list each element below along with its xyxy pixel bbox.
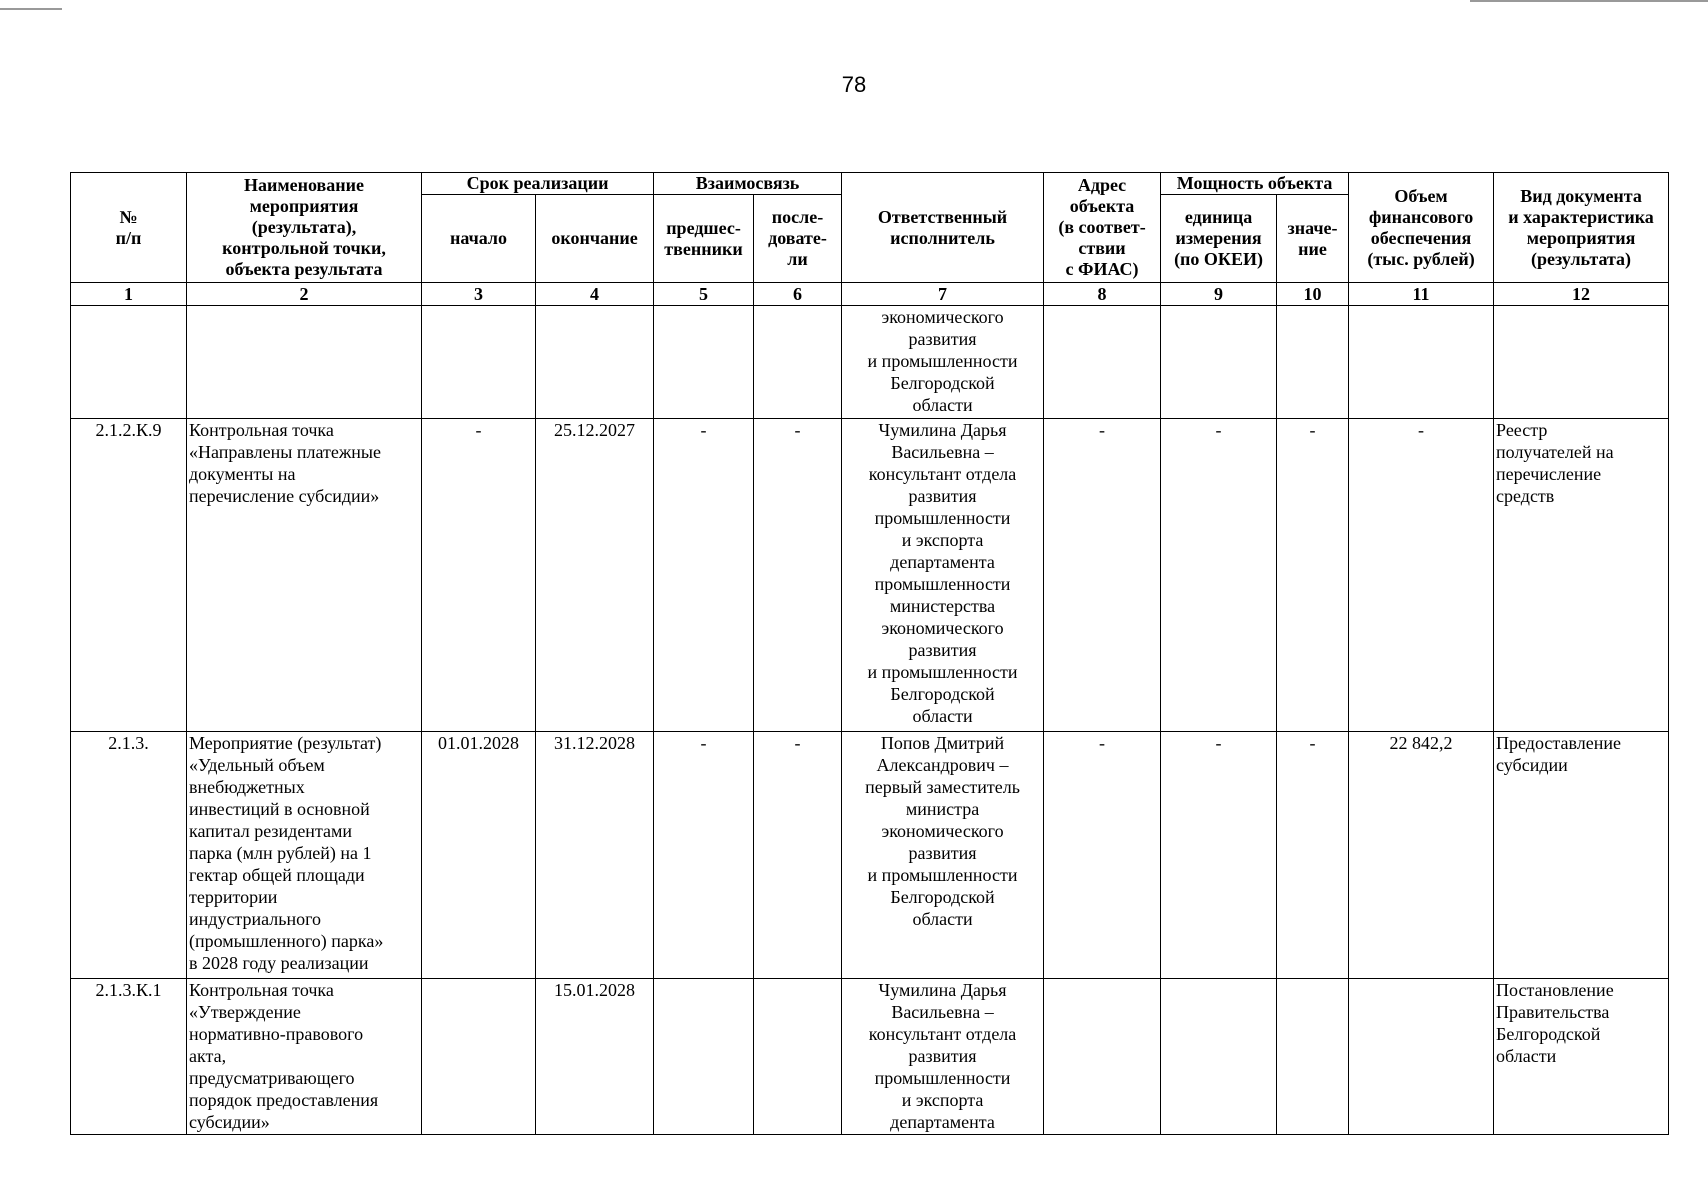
- column-number: 1: [71, 283, 187, 306]
- column-number: 3: [422, 283, 536, 306]
- row-name: Мероприятие (результат) «Удельный объем внебюджетных инвестиций в основной капитал резидентами парка (млн рублей) на 1 гектар общей площади территории индустриального (промышленного) парка» в 2028 году реализации: [187, 732, 422, 979]
- row-unit: -: [1161, 419, 1277, 732]
- scan-edge-mark-left: [0, 8, 62, 10]
- header-capacity-group: Мощность объекта: [1161, 173, 1349, 195]
- row-end: 15.01.2028: [536, 979, 654, 1135]
- column-number: 4: [536, 283, 654, 306]
- column-number: 9: [1161, 283, 1277, 306]
- table-row: [71, 419, 1669, 732]
- row-value: [1277, 306, 1349, 419]
- activities-table: [70, 172, 1669, 1135]
- row-doc: Постановление Правительства Белгородской области: [1494, 979, 1669, 1135]
- row-finance: -: [1349, 419, 1494, 732]
- row-address: -: [1044, 732, 1161, 979]
- row-responsible: Попов Дмитрий Александрович – первый заместитель министра экономического развития и промышленности Белгородской области: [842, 732, 1044, 979]
- row-number: 2.1.2.К.9: [71, 419, 187, 732]
- row-start: [422, 979, 536, 1135]
- row-next: [754, 979, 842, 1135]
- row-end: 25.12.2027: [536, 419, 654, 732]
- header-term-start: начало: [422, 195, 536, 283]
- row-start: 01.01.2028: [422, 732, 536, 979]
- row-prev: -: [654, 732, 754, 979]
- row-finance: 22 842,2: [1349, 732, 1494, 979]
- row-value: -: [1277, 419, 1349, 732]
- row-doc: [1494, 306, 1669, 419]
- row-unit: [1161, 306, 1277, 419]
- header-link-next: после- довате- ли: [754, 195, 842, 283]
- header-capacity-unit: единица измерения (по ОКЕИ): [1161, 195, 1277, 283]
- header-col-number: № п/п: [71, 173, 187, 283]
- column-number: 2: [187, 283, 422, 306]
- header-link-prev: предшес- твенники: [654, 195, 754, 283]
- header-responsible: Ответственный исполнитель: [842, 173, 1044, 283]
- row-value: -: [1277, 732, 1349, 979]
- scan-edge-mark-right: [1470, 0, 1708, 2]
- row-responsible: экономического развития и промышленности Белгородской области: [842, 306, 1044, 419]
- row-value: [1277, 979, 1349, 1135]
- header-col-name: Наименование мероприятия (результата), контрольной точки, объекта результата: [187, 173, 422, 283]
- column-number: 11: [1349, 283, 1494, 306]
- row-end: [536, 306, 654, 419]
- row-name: Контрольная точка «Утверждение нормативно-правового акта, предусматривающего порядок предоставления субсидии»: [187, 979, 422, 1135]
- column-number: 12: [1494, 283, 1669, 306]
- row-next: [754, 306, 842, 419]
- row-unit: -: [1161, 732, 1277, 979]
- row-doc: Реестр получателей на перечисление средств: [1494, 419, 1669, 732]
- row-next: -: [754, 419, 842, 732]
- table-row: [71, 306, 1669, 419]
- row-address: [1044, 979, 1161, 1135]
- row-start: -: [422, 419, 536, 732]
- table-body: [71, 306, 1669, 1135]
- row-responsible: Чумилина Дарья Васильевна – консультант отдела развития промышленности и экспорта департамента промышленности министерства экономического развития и промышленности Белгородской области: [842, 419, 1044, 732]
- row-prev: -: [654, 419, 754, 732]
- table-row: [71, 979, 1669, 1135]
- row-next: -: [754, 732, 842, 979]
- table-header: [71, 173, 1669, 306]
- page-number: 78: [841, 72, 867, 97]
- header-capacity-value: значе- ние: [1277, 195, 1349, 283]
- row-prev: [654, 306, 754, 419]
- row-number: [71, 306, 187, 419]
- header-doc-type: Вид документа и характеристика мероприятия (результата): [1494, 173, 1669, 283]
- row-responsible: Чумилина Дарья Васильевна – консультант отдела развития промышленности и экспорта департамента: [842, 979, 1044, 1135]
- row-end: 31.12.2028: [536, 732, 654, 979]
- column-numbers-row: [71, 283, 1669, 306]
- header-term-group: Срок реализации: [422, 173, 654, 195]
- row-start: [422, 306, 536, 419]
- row-prev: [654, 979, 754, 1135]
- header-link-group: Взаимосвязь: [654, 173, 842, 195]
- header-finance: Объем финансового обеспечения (тыс. рублей): [1349, 173, 1494, 283]
- row-name: Контрольная точка «Направлены платежные документы на перечисление субсидии»: [187, 419, 422, 732]
- table-row: [71, 732, 1669, 979]
- row-address: -: [1044, 419, 1161, 732]
- row-address: [1044, 306, 1161, 419]
- row-doc: Предоставление субсидии: [1494, 732, 1669, 979]
- row-number: 2.1.3.: [71, 732, 187, 979]
- row-finance: [1349, 306, 1494, 419]
- row-finance: [1349, 979, 1494, 1135]
- row-name: [187, 306, 422, 419]
- column-number: 10: [1277, 283, 1349, 306]
- column-number: 5: [654, 283, 754, 306]
- header-term-end: окончание: [536, 195, 654, 283]
- header-address: Адрес объекта (в соответ- ствии с ФИАС): [1044, 173, 1161, 283]
- column-number: 8: [1044, 283, 1161, 306]
- row-unit: [1161, 979, 1277, 1135]
- column-number: 7: [842, 283, 1044, 306]
- row-number: 2.1.3.К.1: [71, 979, 187, 1135]
- column-number: 6: [754, 283, 842, 306]
